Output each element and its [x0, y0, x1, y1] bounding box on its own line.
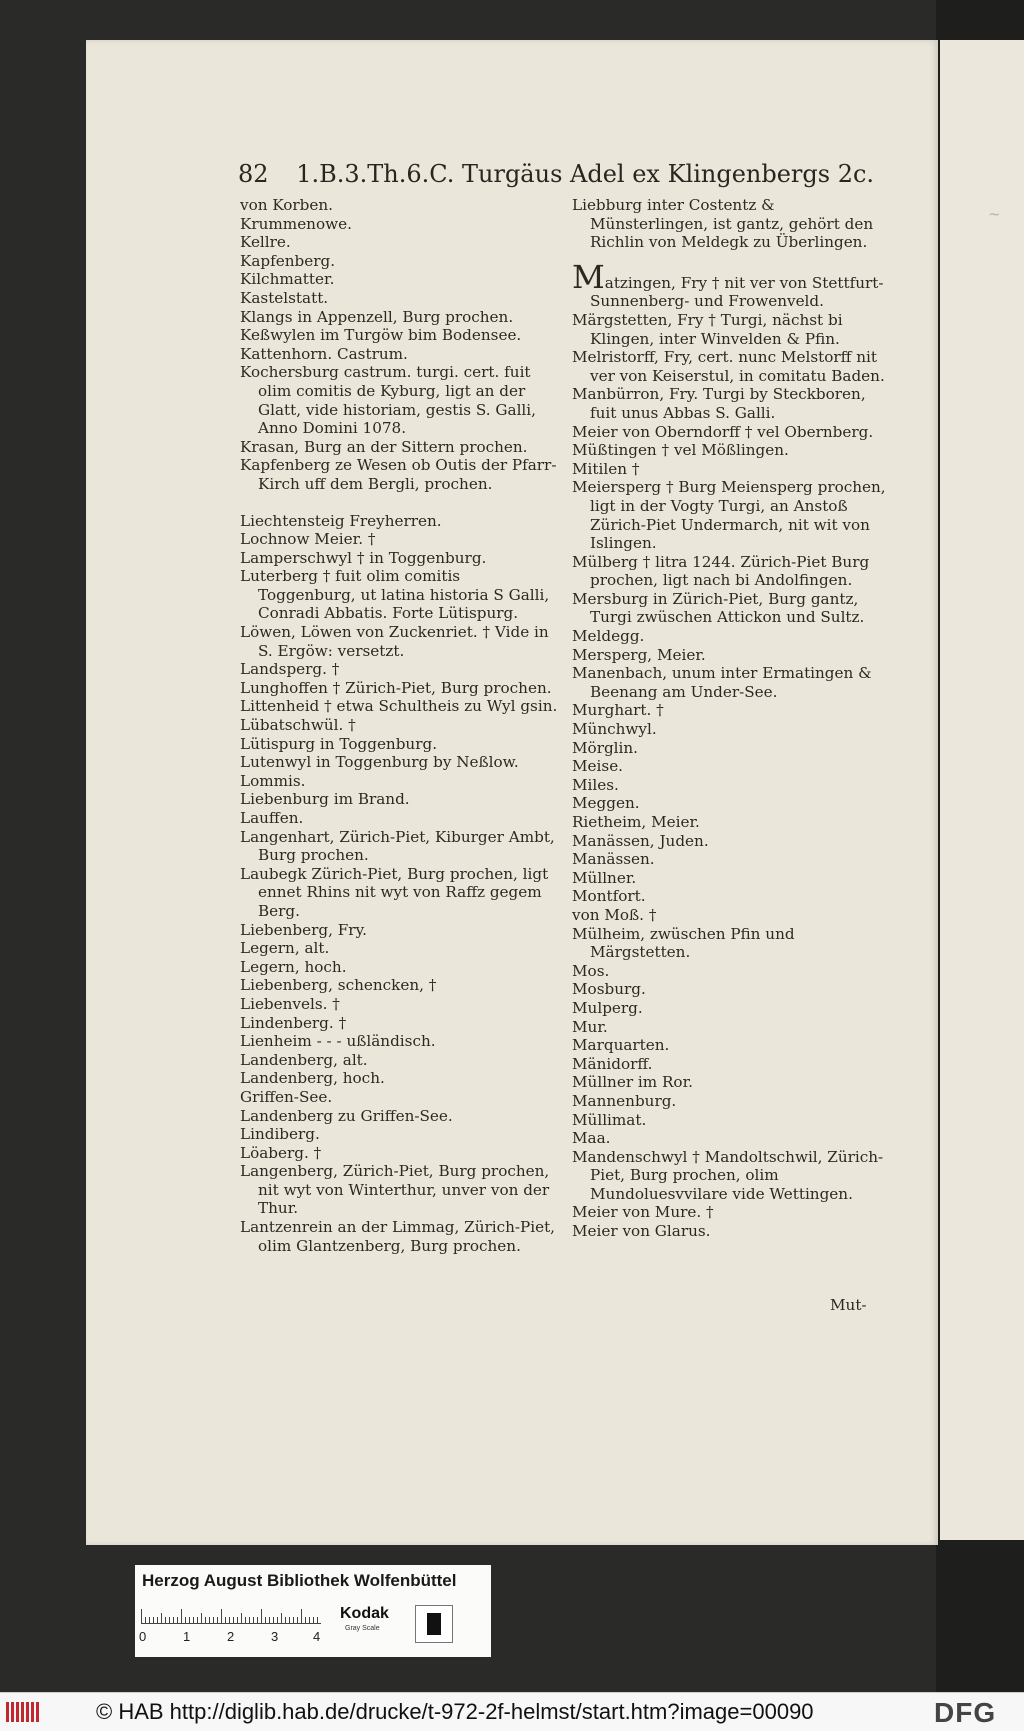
- register-entry: Griffen-See.: [240, 1087, 333, 1106]
- register-entry: Liebenburg im Brand.: [240, 790, 410, 809]
- register-entry: Müllimat.: [572, 1110, 647, 1129]
- register-entry: Lütispurg in Toggenburg.: [240, 734, 438, 753]
- ruler-tick: [197, 1617, 198, 1623]
- register-entry: Manbürron, Fry. Turgi by Steckboren, fuit unus Abbas S. Galli.: [572, 385, 866, 422]
- ruler-tick: [173, 1617, 174, 1623]
- logo-bar: [31, 1702, 34, 1722]
- register-entry: Lunghoffen † Zürich-Piet, Burg prochen.: [240, 678, 552, 697]
- logo-bar: [36, 1702, 39, 1722]
- register-entry: Liechtensteig Freyherren.: [240, 511, 442, 530]
- footer-bar: [0, 1692, 1024, 1731]
- register-entry: Landenberg, hoch.: [240, 1069, 385, 1088]
- bleed-through-text: ~: [988, 205, 1001, 223]
- section-gap: [240, 494, 562, 512]
- ruler-number: 4: [313, 1629, 321, 1644]
- register-entry: Luterberg † fuit olim comitis Toggenburg, ut latina historia S Galli, Conradi Abbatis. Forte Lütispurg.: [240, 567, 550, 623]
- register-entry: Meier von Mure. †: [572, 1203, 714, 1222]
- register-entry: Löaberg. †: [240, 1143, 322, 1162]
- ruler-tick: [157, 1617, 158, 1623]
- logo-bar: [6, 1702, 9, 1722]
- register-entry: Liebburg inter Costentz & Münsterlingen, ist gantz, gehört den Richlin von Meldegk zu Überlingen.: [572, 196, 874, 252]
- register-entry: Lauffen.: [240, 809, 304, 827]
- register-entry: Kellre.: [240, 233, 291, 252]
- register-entry: Meiersperg † Burg Meiensperg prochen, ligt in der Vogty Turgi, an Anstoß Zürich-Piet Undermarch, nit wit von Islingen.: [572, 478, 886, 553]
- ruler-tick: [181, 1609, 182, 1623]
- ruler-tick: [301, 1609, 302, 1623]
- ruler-number: 2: [227, 1629, 235, 1644]
- ruler-tick: [233, 1617, 234, 1623]
- register-entry: Liebenvels. †: [240, 994, 340, 1013]
- register-entry: Lutenwyl in Toggenburg by Neßlow.: [240, 753, 519, 772]
- ruler-tick: [293, 1617, 294, 1623]
- register-entry: Löwen, Löwen von Zuckenriet. † Vide in S. Ergöw: versetzt.: [240, 623, 549, 660]
- ruler-tick: [277, 1617, 278, 1623]
- register-entry: Kastelstatt.: [240, 288, 329, 307]
- register-entry: Meldegg.: [572, 627, 645, 646]
- register-entry: Märgstetten, Fry † Turgi, nächst bi Klingen, inter Winvelden & Pfin.: [572, 310, 843, 348]
- gray-scale-caption: Gray Scale: [345, 1625, 380, 1632]
- ruler-tick: [141, 1609, 142, 1623]
- register-entry: Legern, alt.: [240, 939, 330, 958]
- dfg-logo: DFG: [934, 1697, 997, 1728]
- register-entry: Kapfenberg.: [240, 251, 336, 270]
- gray-swatch: [415, 1605, 453, 1643]
- ruler-tick: [229, 1617, 230, 1623]
- ruler-tick: [185, 1617, 186, 1623]
- register-entry: Mersperg, Meier.: [572, 645, 706, 664]
- ruler-tick: [245, 1617, 246, 1623]
- register-entry: Kapfenberg ze Wesen ob Outis der Pfarr-Kirch uff dem Bergli, prochen.: [240, 456, 557, 493]
- ruler-tick: [305, 1617, 306, 1623]
- register-entry: Lommis.: [240, 771, 306, 790]
- register-entry: von Moß. †: [572, 905, 657, 924]
- page-header: [238, 160, 874, 188]
- ruler-tick: [281, 1613, 282, 1623]
- register-entry: Lindiberg.: [240, 1125, 320, 1144]
- register-entry: Landenberg zu Griffen-See.: [240, 1106, 453, 1125]
- register-entry: Lamperschwyl † in Toggenburg.: [240, 548, 487, 567]
- register-entry: von Korben.: [240, 196, 333, 214]
- logo-bar: [21, 1702, 24, 1722]
- register-entry: Lantzenrein an der Limmag, Zürich-Piet, olim Glantzenberg, Burg prochen.: [240, 1218, 556, 1255]
- ruler-tick: [169, 1617, 170, 1623]
- catchword: Mut-: [830, 1296, 867, 1314]
- hab-logo-icon: [6, 1702, 44, 1722]
- register-entry: Melristorff, Fry, cert. nunc Melstorff nit ver von Keiserstul, in comitatu Baden.: [572, 348, 885, 385]
- ruler-tick: [153, 1617, 154, 1623]
- ruler-tick: [297, 1617, 298, 1623]
- ruler-number: 3: [271, 1629, 279, 1644]
- register-entry: Littenheid † etwa Schultheis zu Wyl gsin.: [240, 697, 558, 716]
- ruler-number: 0: [139, 1629, 147, 1644]
- ruler-tick: [241, 1613, 242, 1623]
- register-entry: Mitilen †: [572, 459, 640, 478]
- ruler-tick: [205, 1617, 206, 1623]
- left-column: [240, 196, 562, 1255]
- logo-bar: [26, 1702, 29, 1722]
- source-url[interactable]: © HAB http://diglib.hab.de/drucke/t-972-2f-helmst/start.htm?image=00090: [96, 1699, 814, 1724]
- ruler-tick: [265, 1617, 266, 1623]
- register-entry: Meggen.: [572, 794, 640, 813]
- register-entry: Meise.: [572, 757, 624, 776]
- register-entry: Kochersburg castrum. turgi. cert. fuit olim comitis de Kyburg, ligt an der Glatt, vide historiam, gestis S. Galli, Anno Domini 1078.: [240, 363, 536, 438]
- register-entry: Maa.: [572, 1129, 611, 1148]
- register-entry: Kattenhorn. Castrum.: [240, 344, 408, 363]
- running-title: 1.B.3.Th.6.C. Turgäus Adel ex Klingenbergs 2c.: [296, 160, 875, 188]
- next-page-edge: [940, 40, 1024, 1540]
- ruler-tick: [161, 1613, 162, 1623]
- ruler-number: 1: [183, 1629, 191, 1644]
- register-entry: Mörglin.: [572, 738, 639, 757]
- register-entry: Krasan, Burg an der Sittern prochen.: [240, 437, 528, 456]
- register-entry: Mandenschwyl † Mandoltschwil, Zürich-Piet, Burg prochen, olim Mundoluesvvilare vide Wettingen.: [572, 1147, 884, 1203]
- library-label: [135, 1565, 491, 1657]
- register-entry: Lindenberg. †: [240, 1013, 347, 1032]
- page-number: 82: [238, 160, 269, 188]
- logo-bar: [16, 1702, 19, 1722]
- ruler-tick: [285, 1617, 286, 1623]
- register-entry: Murghart. †: [572, 701, 664, 720]
- register-entry: Mosburg.: [572, 980, 646, 999]
- register-entry: Legern, hoch.: [240, 957, 347, 976]
- register-entry: Krummenowe.: [240, 214, 352, 233]
- register-entry: Lochnow Meier. †: [240, 530, 376, 549]
- ruler-tick: [237, 1617, 238, 1623]
- register-entry: Langenberg, Zürich-Piet, Burg prochen, nit wyt von Winterthur, unver von der Thur.: [240, 1162, 550, 1218]
- register-entry: Mülheim, zwüschen Pfin und Märgstetten.: [572, 924, 795, 962]
- ruler-tick: [189, 1617, 190, 1623]
- ruler-tick: [221, 1609, 222, 1623]
- register-entry: Manässen.: [572, 850, 655, 869]
- ruler-tick: [289, 1617, 290, 1623]
- register-entry: Mannenburg.: [572, 1091, 677, 1110]
- ruler-tick: [217, 1617, 218, 1623]
- register-entry: Mersburg in Zürich-Piet, Burg gantz, Turgi zwüschen Attickon und Sultz.: [572, 589, 865, 627]
- register-entry: Mos.: [572, 961, 610, 980]
- ruler-tick: [317, 1617, 318, 1623]
- register-entry: Liebenberg, schencken, †: [240, 976, 437, 995]
- register-entry: Meier von Glarus.: [572, 1222, 711, 1241]
- register-entry: Klangs in Appenzell, Burg prochen.: [240, 307, 514, 326]
- register-entry: Rietheim, Meier.: [572, 813, 700, 831]
- register-entry: Lienheim - - - ußländisch.: [240, 1032, 436, 1051]
- kodak-brand: Kodak: [340, 1605, 389, 1622]
- ruler-tick: [269, 1617, 270, 1623]
- register-entry: Müllner.: [572, 868, 637, 887]
- ruler-tick: [209, 1617, 210, 1623]
- register-entry: Montfort.: [572, 887, 646, 906]
- register-entry: Mülberg † litra 1244. Zürich-Piet Burg prochen, ligt nach bi Andolfingen.: [572, 552, 870, 590]
- register-entry: Landenberg, alt.: [240, 1050, 368, 1069]
- ruler-tick: [253, 1617, 254, 1623]
- register-entry: Mur.: [572, 1017, 608, 1036]
- register-entry: Landsperg. †: [240, 660, 340, 679]
- register-entry: Matzingen, Fry † nit ver von Stettfurt-Sunnenberg- und Frowenveld.: [572, 257, 884, 311]
- ruler-tick: [225, 1617, 226, 1623]
- register-entry: Lübatschwül. †: [240, 716, 356, 735]
- register-entry: Müllner im Ror.: [572, 1073, 693, 1092]
- library-name: Herzog August Bibliothek Wolfenbüttel: [142, 1571, 457, 1590]
- register-entry: Mänidorff.: [572, 1054, 653, 1073]
- section-gap: [572, 252, 892, 270]
- register-entry: Laubegk Zürich-Piet, Burg prochen, ligt ennet Rhins nit wyt von Raffz gegem Berg.: [240, 864, 549, 920]
- ruler-tick: [145, 1617, 146, 1623]
- ruler-tick: [149, 1617, 150, 1623]
- register-entry: Liebenberg, Fry.: [240, 920, 367, 939]
- register-entry: Manenbach, unum inter Ermatingen & Beenang am Under-See.: [572, 664, 872, 701]
- register-entry: Keßwylen im Turgöw bim Bodensee.: [240, 326, 522, 345]
- black-patch: [427, 1613, 441, 1635]
- logo-bar: [11, 1702, 14, 1722]
- ruler-tick: [213, 1617, 214, 1623]
- ruler-tick: [313, 1617, 314, 1623]
- ruler-tick: [177, 1617, 178, 1623]
- scale-ruler: [141, 1603, 321, 1624]
- ruler-tick: [193, 1617, 194, 1623]
- ruler-tick: [249, 1617, 250, 1623]
- register-entry: Meier von Oberndorff † vel Obernberg.: [572, 422, 874, 441]
- ruler-tick: [309, 1617, 310, 1623]
- register-entry: Miles.: [572, 775, 619, 794]
- ruler-tick: [165, 1617, 166, 1623]
- ruler-tick: [201, 1613, 202, 1623]
- register-entry: Langenhart, Zürich-Piet, Kiburger Ambt, Burg prochen.: [240, 827, 555, 865]
- ruler-tick: [257, 1617, 258, 1623]
- register-entry: Kilchmatter.: [240, 270, 335, 289]
- ruler-tick: [273, 1617, 274, 1623]
- ruler-tick: [261, 1609, 262, 1623]
- right-column: [572, 196, 892, 1241]
- register-entry: Marquarten.: [572, 1036, 670, 1055]
- register-entry: Müßtingen † vel Mößlingen.: [572, 441, 789, 460]
- register-entry: Mulperg.: [572, 998, 643, 1017]
- register-entry: Münchwyl.: [572, 720, 657, 739]
- register-entry: Manässen, Juden.: [572, 831, 709, 850]
